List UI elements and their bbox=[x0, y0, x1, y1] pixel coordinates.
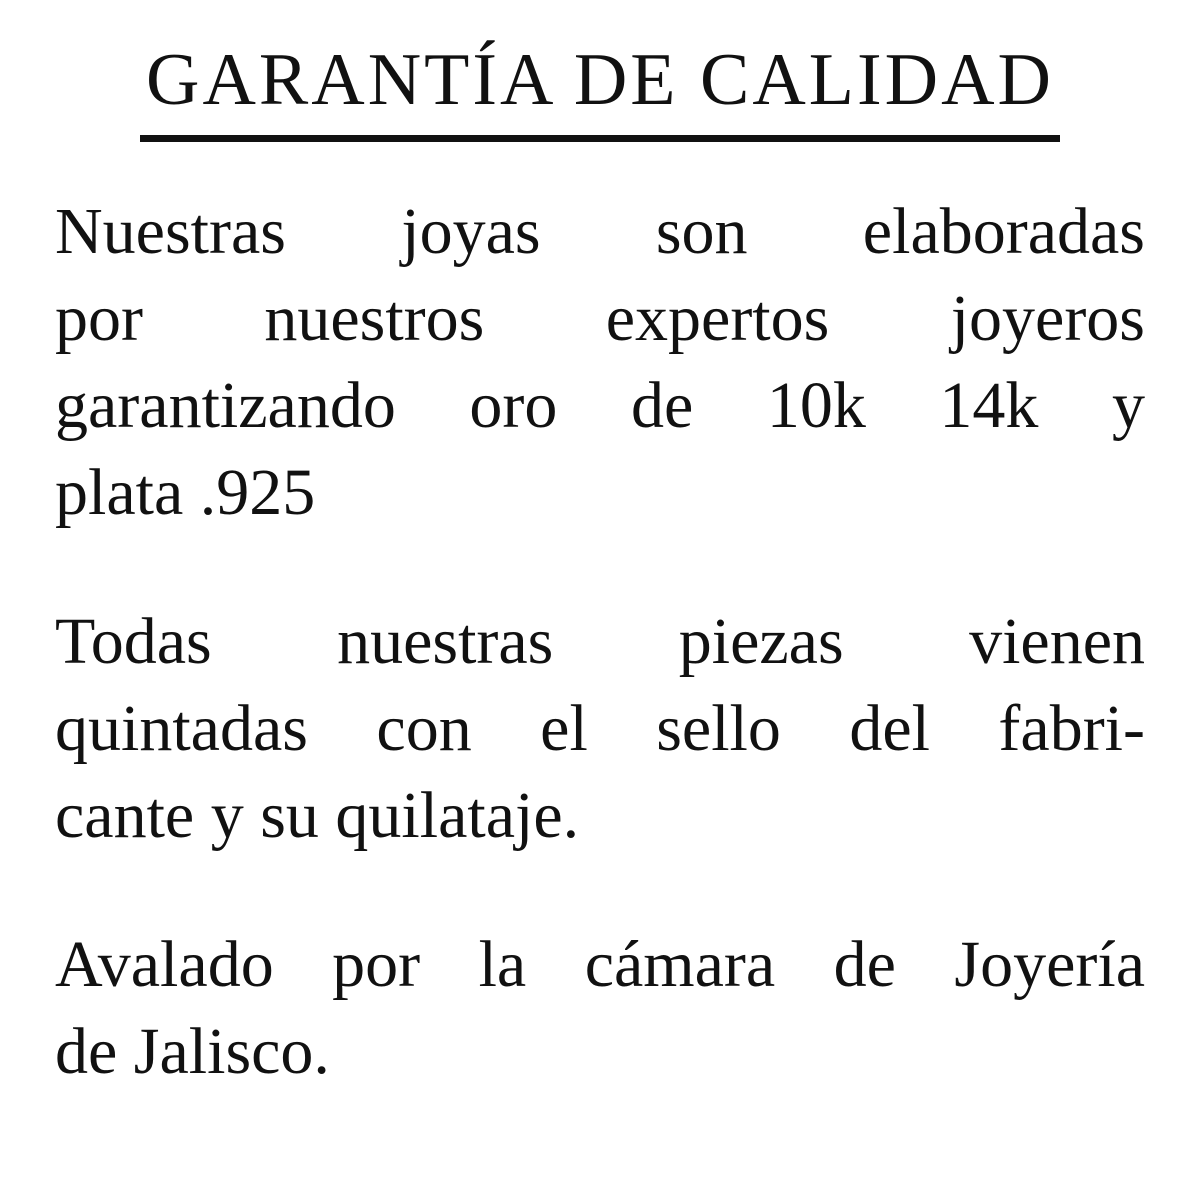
paragraph-hallmark bbox=[55, 598, 1145, 859]
paragraph-line: por nuestros expertos joyeros bbox=[55, 282, 1145, 356]
paragraph-line: Nuestras joyas son elaboradas bbox=[55, 195, 1145, 269]
paragraph-materials bbox=[55, 188, 1145, 536]
page-title: GARANTÍA DE CALIDAD bbox=[140, 38, 1060, 142]
paragraph-line: de Jalisco. bbox=[55, 1015, 330, 1089]
paragraph-line: Avalado por la cámara de Joyería bbox=[55, 928, 1145, 1002]
paragraph-line: quintadas con el sello del fabri- bbox=[55, 692, 1145, 766]
paragraph-line: plata .925 bbox=[55, 456, 316, 530]
paragraph-line: Todas nuestras piezas vienen bbox=[55, 605, 1145, 679]
paragraph-line: cante y su quilataje. bbox=[55, 779, 580, 853]
paragraph-line: garantizando oro de 10k 14k y bbox=[55, 369, 1145, 443]
title-container bbox=[55, 38, 1145, 142]
paragraph-endorsement bbox=[55, 921, 1145, 1095]
